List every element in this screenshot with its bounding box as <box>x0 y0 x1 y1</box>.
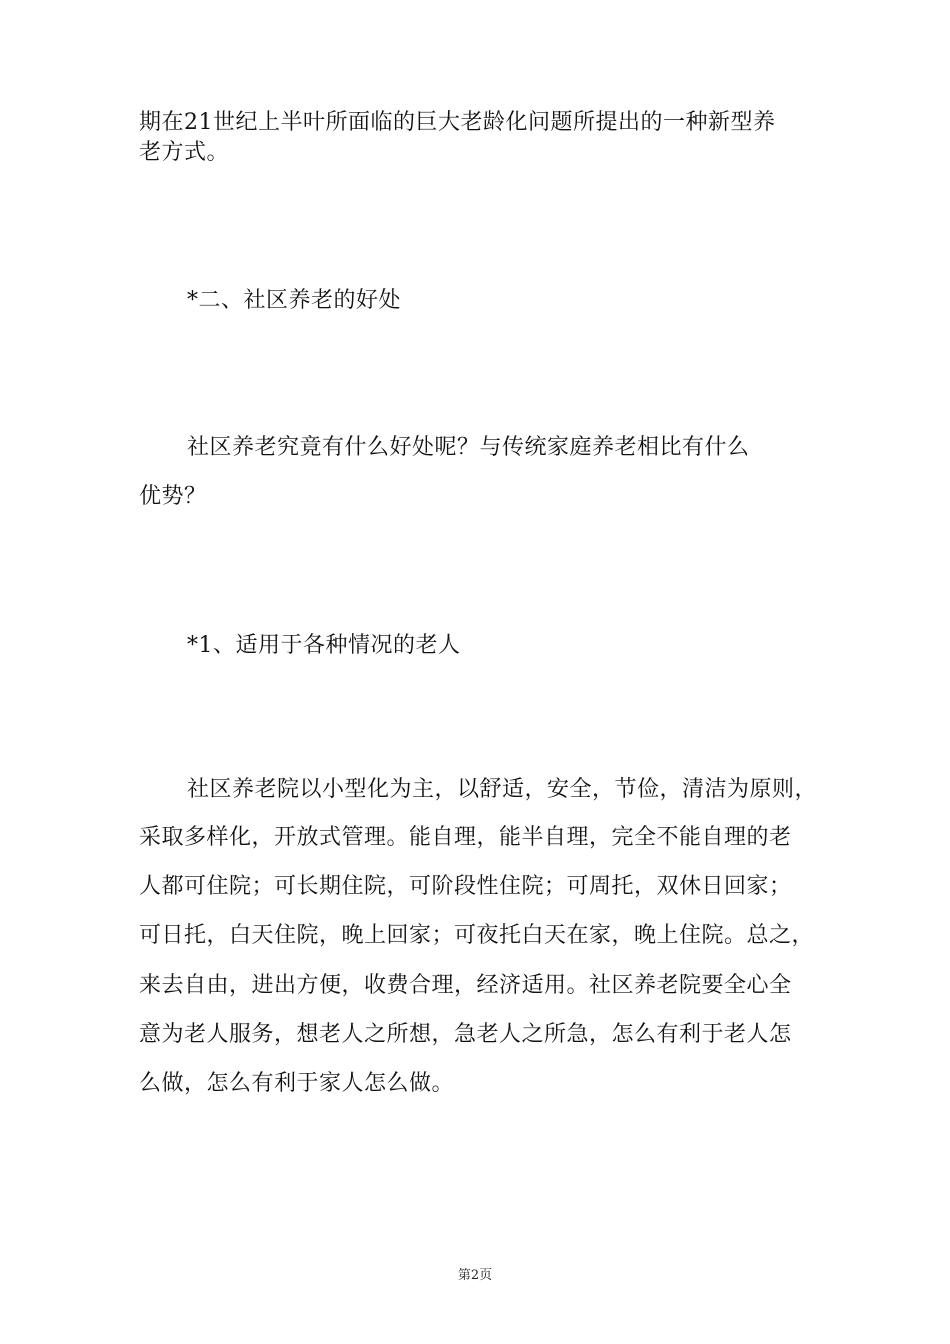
paragraph-line: 么做，怎么有利于家人怎么做。 <box>139 1071 455 1096</box>
paragraph-line: 可日托，白天住院，晚上回家；可夜托白天在家，晚上住院。总之， <box>139 923 815 948</box>
paragraph-line: 优势？ <box>139 484 207 509</box>
paragraph-line: 人都可住院；可长期住院，可阶段性住院；可周托，双休日回家； <box>139 874 792 899</box>
paragraph-line: 社区养老究竟有什么好处呢？与传统家庭养老相比有什么 <box>187 435 750 460</box>
section-heading: *二、社区养老的好处 <box>187 288 402 313</box>
paragraph-line: 社区养老院以小型化为主，以舒适，安全，节俭，清洁为原则， <box>187 777 818 802</box>
paragraph-line: 意为老人服务，想老人之所想，急老人之所急，怎么有利于老人怎 <box>139 1022 792 1047</box>
paragraph-line: 采取多样化，开放式管理。能自理，能半自理，完全不能自理的老 <box>139 825 792 850</box>
paragraph-line: 老方式。 <box>139 140 230 165</box>
subsection-heading: *1、适用于各种情况的老人 <box>187 633 461 658</box>
page-number: 第2页 <box>457 1268 493 1283</box>
paragraph-line: 期在21世纪上半叶所面临的巨大老龄化问题所提出的一种新型养 <box>139 110 776 135</box>
paragraph-line: 来去自由，进出方便，收费合理，经济适用。社区养老院要全心全 <box>139 973 792 998</box>
